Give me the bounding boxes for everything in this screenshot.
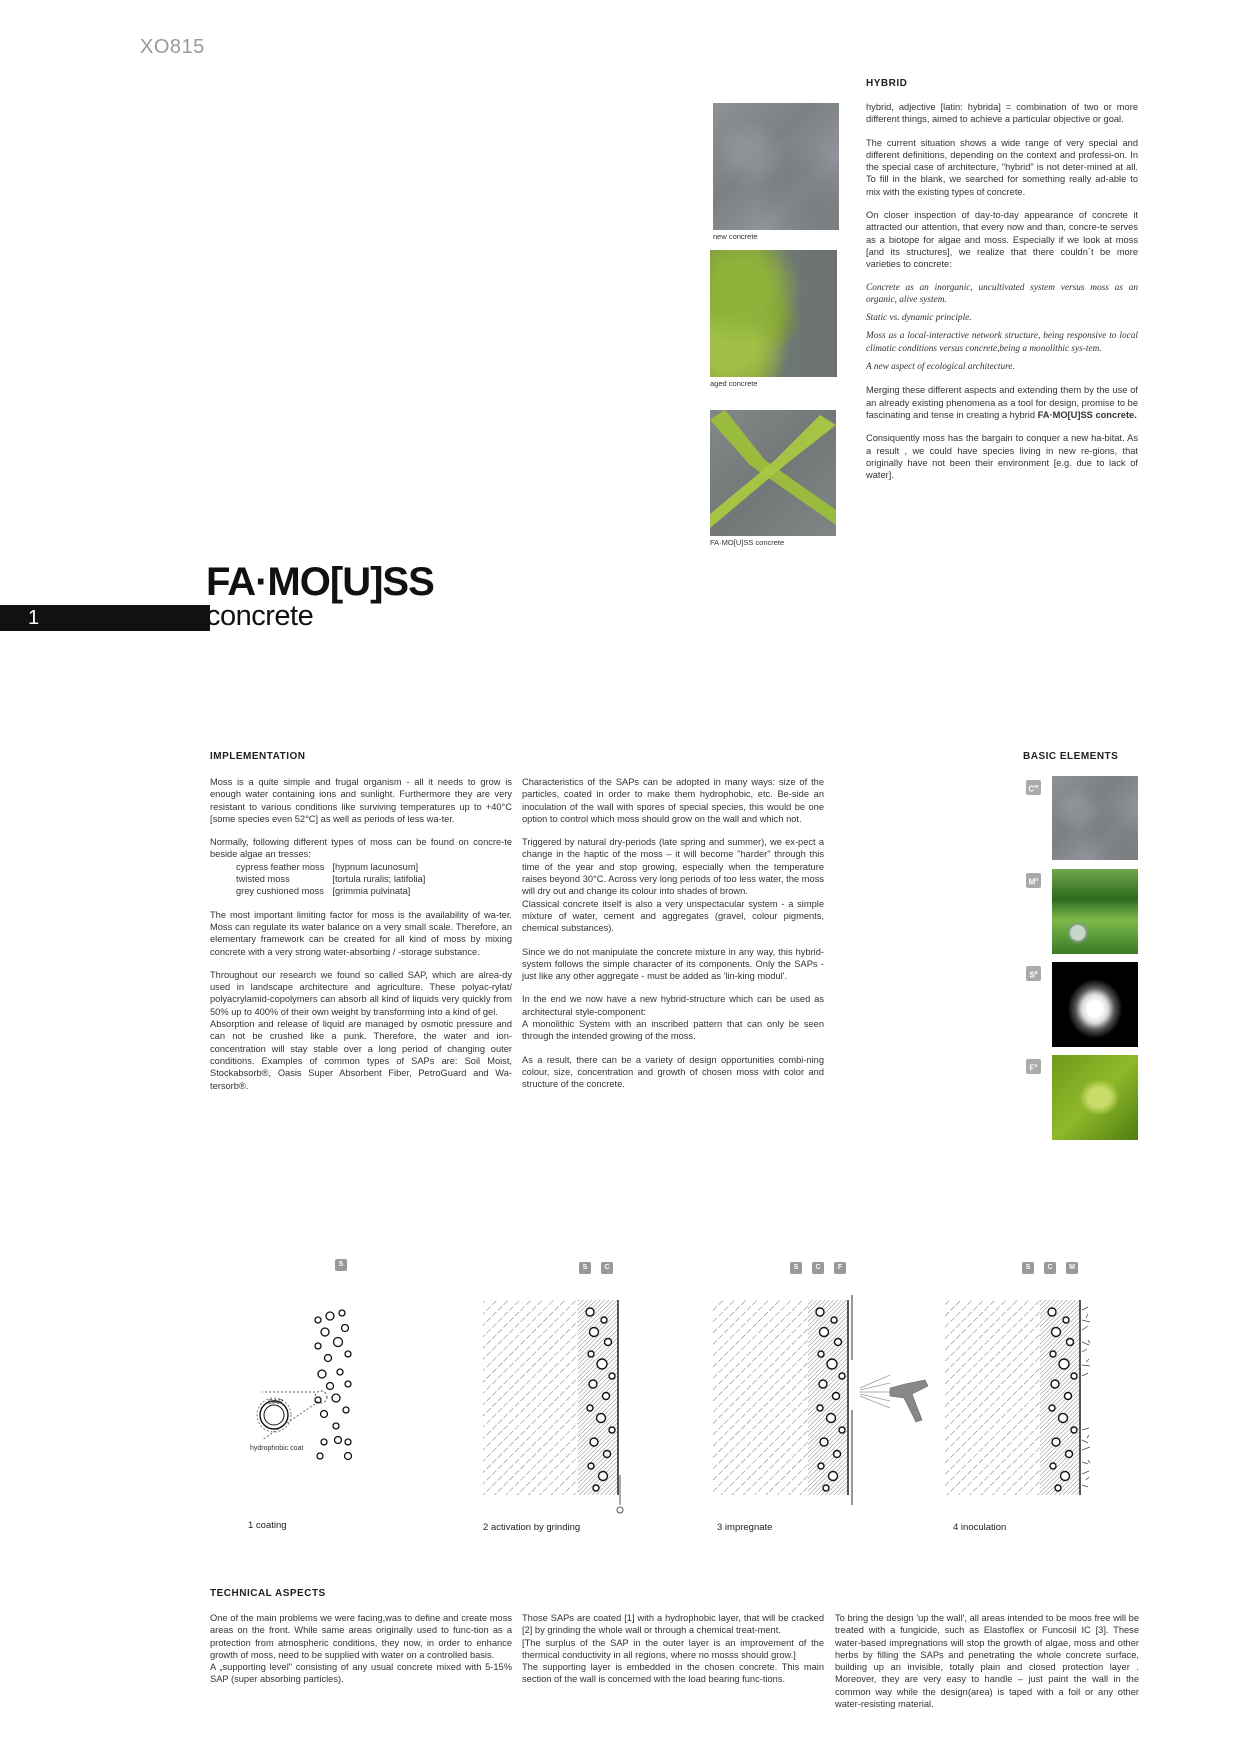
italic-line-1: Concrete as an inorganic, uncultivated system versus moss as an organic, alive system.	[866, 282, 1138, 305]
element-sap-image	[1052, 962, 1138, 1047]
hybrid-heading: HYBRID	[866, 78, 908, 89]
technical-col-1	[210, 1612, 512, 1697]
impl-col2-para-1: Characteristics of the SAPs can be adopted in many ways: size of the particles, coated in order to make them hydrophobic, etc. Be-side an inoculation of the wall with spores of special species, this would be one option to control which moss should grow on the wall and which not.	[522, 777, 824, 824]
famouss-concrete-photo	[710, 410, 836, 536]
element-tag-concrete: $C^m$	[1026, 780, 1041, 795]
step3-tag-c: C	[812, 1262, 824, 1274]
tech-col1-para-2: A „supporting level" consisting of any usual concrete mixed with 5-15% SAP (super absorbing particles).	[210, 1662, 512, 1685]
tech-col2-para-1: Those SAPs are coated [1] with a hydrophobic layer, that will be cracked [2] by grinding the whole wall or through a chemical treat-ment.	[522, 1613, 824, 1636]
new-concrete-photo	[713, 103, 839, 230]
step3-tag-f: F	[834, 1262, 846, 1274]
page-number: 1	[28, 607, 40, 629]
tech-col2-para-2: [The surplus of the SAP in the outer layer is an improvement of the thermical conductivity in all regions, where no mosss should grow.]	[522, 1637, 824, 1660]
hybrid-text	[866, 101, 1138, 492]
hydrophobic-coat-label: hydrophobic coat	[250, 1445, 304, 1452]
step4-tag-c: C	[1044, 1262, 1056, 1274]
tech-col1-para-1: One of the main problems we were facing,was to define and create moss areas on the front. While same areas originally used to func-tion as a protection from atmospheric conditions, they now, in order to enhance growth of moss, need to be supplied with water on a controlled basis.	[210, 1613, 512, 1660]
diagram-step-4	[945, 1300, 1090, 1495]
new-concrete-caption: new concrete	[713, 232, 758, 241]
element-tag-fungicide: $F^u$	[1026, 1059, 1041, 1074]
implementation-heading: IMPLEMENTATION	[210, 751, 306, 762]
step4-tag-s: S	[1022, 1262, 1034, 1274]
technical-heading: TECHNICAL ASPECTS	[210, 1588, 326, 1599]
hybrid-para-2: The current situation shows a wide range of very special and different definitions, depending on the context and professi-on. In the special case of architecture, "hybrid" is not deter-mined at all. To fill in the blank, we searched for something really ad-able to mix with the existing types of concrete.	[866, 137, 1138, 197]
aged-concrete-photo	[710, 250, 837, 377]
hybrid-para-merge: Merging these different aspects and extending them by the use of an already existing phenomena as a tool for design, promise to be fascinating and tense in creating a hybrid FA·MO[U]SS concrete.	[866, 385, 1138, 420]
moss-types-table	[236, 861, 425, 898]
element-fungicide-image	[1052, 1055, 1138, 1140]
hybrid-para-3: On closer inspection of day-to-day appearance of concrete it attracted our attention, that every now and than, concre-te serves as a biotope for algae and moss. Especially if we look at moss [and its structures], we realize that there couldn´t be more varieties to concrete:	[866, 210, 1138, 270]
tech-col2-para-3: The supporting layer is embedded in the chosen concrete. This main section of the wall is concerned with the load bearing func-tions.	[522, 1662, 824, 1685]
implementation-col-2	[522, 776, 824, 1102]
element-tag-sap: $S^a$	[1026, 966, 1041, 981]
impl-col1-para-1: Moss is a quite simple and frugal organism - all it needs to grow is enough water containing ions and sunlight. Furthermore they are very resistant to various conditions like surviving temperatures up to +40°C [some species even 52°C] as well as periods of less wa-ter.	[210, 777, 512, 824]
hybrid-para-last: Consiquently moss has the bargain to conquer a new ha-bitat. As a result , we could have species living in new re-gions, that originally have not been their environment [e.g. due to lack of water].	[866, 433, 1138, 481]
step1-tag-s: S	[335, 1259, 347, 1271]
impl-col2-para-4: Since we do not manipulate the concrete mixture in any way, this hybrid-system follows the simple character of its components. Only the SAPs - just like any other aggregate - must be added as 'lin-king modul'.	[522, 946, 824, 982]
impl-col1-para-4: Throughout our research we found so called SAP, which are alrea-dy used in landscape architecture and agriculture. These polyac-rylat/ polyacrylamid-copolymers can absorb all kind of liquids very quickly from 50% up to 400% of their own weight by transforming into a kind of gel.	[210, 969, 512, 1017]
process-diagrams	[200, 1280, 1130, 1530]
sap-label: SAP	[268, 1397, 284, 1406]
italic-line-4: A new aspect of ecological architecture.	[866, 362, 1015, 373]
tech-col3-para-1: To bring the design 'up the wall', all areas intended to be moos free will be treated with a fungicide, such as Elastoflex or Funcosil IC [3]. These water-based impregnations will stop the growth of algae, moss and other herbs by filling the SAPs and penetrating the whole concrete surface, building up an invisible, totally plain and closed protection layer . Moreover, they are very easy to handle – just paint the wall in the common way while the design(area) is taped with a foil or any other water-resisting material.	[835, 1613, 1139, 1710]
impl-col2-para-5: In the end we now have a new hybrid-structure which can be used as architectural style-component:	[522, 994, 824, 1017]
impl-col1-para-3: The most important limiting factor for moss is the availability of wa-ter. Moss can regulate its water balance on a very small scale. Therefore, an elementary framework can be created for all kind of moss by mixing concrete with a very strong water-absorbing / -storage substance.	[210, 909, 512, 957]
element-moss-image	[1052, 869, 1138, 954]
italic-line-3: Moss as a local-interactive network structure, being responsive to local climatic conditions versus concrete,being a monolithic sys-tem.	[866, 331, 1138, 354]
technical-col-3	[835, 1612, 1139, 1721]
aged-concrete-caption: aged concrete	[710, 379, 758, 388]
step2-caption: 2 activation by grinding	[483, 1522, 581, 1533]
impl-col1-para-2: Normally, following different types of moss can be found on concre-te beside algae an tresses:	[210, 837, 512, 860]
table-row: cypress feather moss [hypnum lacunosum]	[236, 861, 419, 872]
element-concrete-image	[1052, 776, 1138, 860]
diagram-step-1	[250, 1310, 352, 1460]
moss-x-pattern	[710, 410, 836, 536]
impl-col2-para-6: A monolithic System with an inscribed pattern that can only be seen through the intended growing of the moss.	[522, 1019, 824, 1042]
diagram-step-2	[483, 1300, 623, 1513]
project-title: FA·MO[U]SS	[206, 560, 434, 604]
technical-col-2	[522, 1612, 824, 1697]
step3-tag-s: S	[790, 1262, 802, 1274]
step4-tag-m: M	[1066, 1262, 1078, 1274]
hybrid-bold-name: FA·MO[U]SS concrete.	[1037, 409, 1137, 420]
element-tag-moss: $M^o$	[1026, 873, 1041, 888]
table-row: grey cushioned moss [grimmia pulvinata]	[236, 886, 411, 897]
impl-col2-para-3: Classical concrete itself is also a very unspectacular system - a simple mixture of water, cement and aggregates (gravel, colour pigments, chemical substances).	[522, 898, 824, 934]
step3-caption: 3 impregnate	[717, 1522, 773, 1533]
step2-tag-s: S	[579, 1262, 591, 1274]
impl-col2-para-2: Triggered by natural dry-periods (late spring and summer), we ex-pect a change in the haptic of the moss – it will become "harder" through this time of the year and stop growing, especially when the temperature raises beyond 30°C. Across very long periods of too less water, the moss will dry out and change its colour into shades of brown.	[522, 837, 824, 897]
famouss-concrete-caption: FA·MO[U]SS concrete	[710, 538, 785, 547]
hybrid-italic-lines	[866, 282, 1138, 374]
italic-line-2: Static vs. dynamic principle.	[866, 313, 972, 324]
basic-elements-heading: BASIC ELEMENTS	[1023, 751, 1119, 762]
step4-caption: 4 inoculation	[953, 1522, 1007, 1533]
diagram-step-3	[713, 1295, 928, 1505]
step2-tag-c: C	[601, 1262, 613, 1274]
document-code: XO815	[140, 36, 205, 58]
step1-caption: 1 coating	[248, 1520, 287, 1531]
impl-col1-para-5: Absorption and release of liquid are managed by osmotic pressure and can not be crushed like a punk. Therefore, the water and ion-concentration will stay stable over a long period of changing outer conditions. Examples of common types of SAPs are: Soil Moist, Stockabsorb®, Oasis Super Absorbent Fiber, PetroGuard and Wa-tersorb®.	[210, 1019, 512, 1091]
impl-col2-para-7: As a result, there can be a variety of design opportunities combi-ning colour, size, concentration and growth of chosen moss with color and structure of the concrete.	[522, 1054, 824, 1090]
implementation-col-1	[210, 776, 512, 1103]
hybrid-para-1: hybrid, adjective [latin: hybrida] = combination of two or more different things, aimed to achieve a particular objective or goal.	[866, 102, 1138, 125]
project-subtitle: concrete	[206, 600, 314, 632]
table-row: twisted moss [tortula ruralis; latifolia]	[236, 874, 426, 885]
